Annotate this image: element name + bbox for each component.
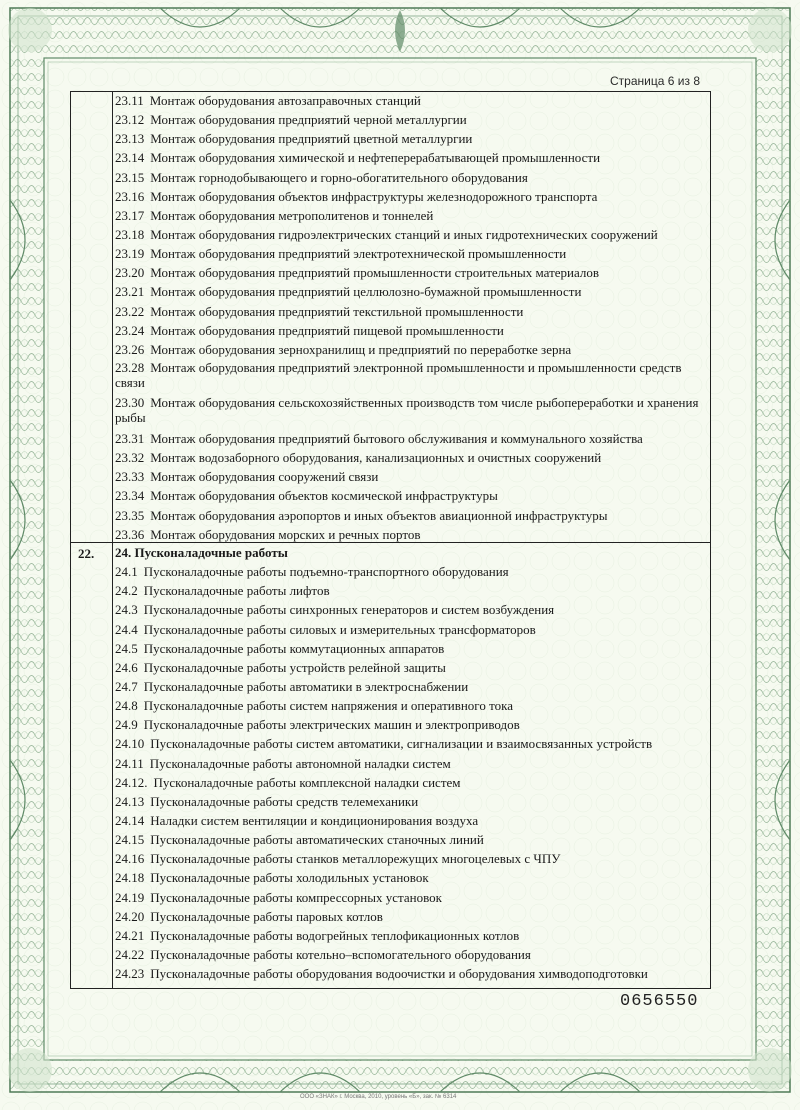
item-number: 23.15	[115, 169, 145, 185]
item-number: 23.32	[115, 450, 145, 466]
list-item	[115, 868, 707, 887]
item-text: Пусконаладочные работы оборудования водоочистки и оборудования химводоподготовки	[150, 966, 648, 982]
item-text: Монтаж оборудования предприятий черной металлургии	[150, 112, 467, 128]
list-item	[115, 506, 707, 525]
item-text: Монтаж оборудования предприятий пищевой промышленности	[150, 322, 504, 338]
item-text: Пусконаладочные работы подъемно-транспортного оборудования	[143, 564, 509, 580]
list-item	[115, 91, 707, 110]
list-item	[115, 754, 707, 773]
list-item	[115, 734, 707, 753]
table-column-divider	[112, 91, 113, 989]
item-number: 23.34	[115, 488, 145, 504]
item-number: 23.17	[115, 207, 145, 223]
printer-note: ООО «ЗНАК» г. Москва, 2010, уровень «Б», зак. № 6314	[300, 1094, 457, 1100]
of-label: из	[677, 74, 690, 88]
item-text: Монтаж оборудования химической и нефтеперерабатывающей промышленности	[150, 150, 601, 166]
item-text: Пусконаладочные работы автономной наладки систем	[149, 755, 451, 771]
item-number: 23.31	[115, 430, 145, 446]
item-number: 24.4	[115, 621, 138, 637]
item-text: Монтаж оборудования аэропортов и иных объектов авиационной инфраструктуры	[150, 507, 608, 523]
list-item	[115, 448, 707, 467]
list-item	[115, 168, 707, 187]
item-text: Пусконаладочные работы станков металлорежущих многоцелевых с ЧПУ	[150, 851, 561, 867]
list-item	[115, 225, 707, 244]
section-24-list	[115, 562, 707, 983]
section-23-list	[115, 91, 707, 544]
item-number: 24.15	[115, 832, 145, 848]
list-item	[115, 830, 707, 849]
item-number: 24.8	[115, 698, 138, 714]
list-item	[115, 148, 707, 167]
list-item	[115, 658, 707, 677]
item-number: 24.10	[115, 736, 145, 752]
item-text: Монтаж оборудования зернохранилищ и предприятий по переработке зерна	[150, 341, 572, 357]
item-number: 23.11	[115, 93, 144, 108]
list-item	[115, 907, 707, 926]
item-text: Наладки систем вентиляции и кондиционирования воздуха	[150, 812, 479, 828]
list-item	[115, 600, 707, 619]
item-number: 24.13	[115, 793, 145, 809]
item-text: Монтаж оборудования сооружений связи	[150, 469, 379, 485]
list-item	[115, 394, 707, 429]
list-item	[115, 206, 707, 225]
item-number: 24.19	[115, 889, 145, 905]
item-number: 24.1	[115, 564, 138, 580]
item-number: 24.18	[115, 870, 145, 886]
item-text: Монтаж оборудования гидроэлектрических станций и иных гидротехнических сооружений	[150, 226, 658, 242]
item-number: 24.22	[115, 946, 145, 962]
item-number: 24.2	[115, 583, 138, 599]
list-item	[115, 110, 707, 129]
list-item	[115, 340, 707, 359]
list-item	[115, 302, 707, 321]
list-item	[115, 282, 707, 301]
item-number: 23.36	[115, 526, 145, 542]
list-item	[115, 129, 707, 148]
item-number: 24.7	[115, 678, 138, 694]
list-item	[115, 811, 707, 830]
item-number: 23.20	[115, 265, 145, 281]
item-number: 23.12	[115, 112, 145, 128]
item-number: 23.26	[115, 341, 145, 357]
item-text: Пусконаладочные работы систем напряжения и оперативного тока	[143, 698, 513, 714]
item-number: 24.11	[115, 755, 144, 771]
item-text: Монтаж оборудования предприятий электротехнической промышленности	[150, 246, 567, 262]
list-item	[115, 964, 707, 983]
list-item	[115, 429, 707, 448]
section-24-block	[115, 543, 707, 983]
list-item	[115, 620, 707, 639]
item-text: Пусконаладочные работы котельно–вспомогательного оборудования	[150, 946, 531, 962]
item-text: Монтаж горнодобывающего и горно-обогатительного оборудования	[150, 169, 528, 185]
list-item	[115, 945, 707, 964]
list-item	[115, 581, 707, 600]
list-item	[115, 773, 707, 792]
item-text: Монтаж оборудования метрополитенов и тоннелей	[150, 207, 434, 223]
item-number: 23.18	[115, 226, 145, 242]
list-item	[115, 639, 707, 658]
item-number: 23.28	[115, 359, 145, 375]
list-item	[115, 263, 707, 282]
list-item	[115, 849, 707, 868]
list-item	[115, 244, 707, 263]
list-item	[115, 715, 707, 734]
list-item	[115, 187, 707, 206]
item-number: 23.21	[115, 284, 145, 300]
item-number: 24.5	[115, 640, 138, 656]
list-item	[115, 467, 707, 486]
list-item	[115, 888, 707, 907]
item-text: Пусконаладочные работы автоматики в электроснабжении	[143, 678, 469, 694]
item-text: Пусконаладочные работы устройств релейной защиты	[143, 659, 446, 675]
item-text: Монтаж оборудования предприятий электронной промышленности и промышленности средств связи	[115, 359, 682, 391]
list-item	[115, 359, 707, 394]
list-item	[115, 486, 707, 505]
item-number: 24.9	[115, 717, 138, 733]
serial-number: 0656550	[620, 992, 699, 1011]
list-item	[115, 677, 707, 696]
page-number	[610, 74, 700, 88]
item-number: 23.16	[115, 188, 145, 204]
item-text: Монтаж оборудования предприятий цветной металлургии	[150, 131, 473, 147]
item-text: Монтаж оборудования объектов космической инфраструктуры	[150, 488, 498, 504]
item-number: 24.3	[115, 602, 138, 618]
item-text: Пусконаладочные работы компрессорных установок	[150, 889, 442, 905]
item-text: Монтаж водозаборного оборудования, канализационных и очистных сооружений	[150, 450, 602, 466]
list-item	[115, 525, 707, 544]
item-text: Пусконаладочные работы водогрейных теплофикационных котлов	[150, 927, 520, 943]
item-text: Монтаж оборудования морских и речных портов	[150, 526, 421, 542]
item-text: Пусконаладочные работы систем автоматики, сигнализации и взаимосвязанных устройств	[150, 736, 653, 752]
list-item	[115, 696, 707, 715]
list-item	[115, 792, 707, 811]
item-text: Монтаж оборудования объектов инфраструктуры железнодорожного транспорта	[150, 188, 598, 204]
item-text: Монтаж оборудования предприятий целлюлозно-бумажной промышленности	[150, 284, 582, 300]
item-text: Пусконаладочные работы комплексной наладки систем	[153, 774, 461, 790]
item-number: 23.13	[115, 131, 145, 147]
item-number: 23.30	[115, 394, 145, 410]
item-text: Пусконаладочные работы паровых котлов	[150, 908, 383, 924]
item-number: 24.16	[115, 851, 145, 867]
section-title: 24. Пусконаладочные работы	[115, 545, 288, 560]
item-number: 24.23	[115, 966, 145, 982]
item-text: Пусконаладочные работы лифтов	[143, 583, 330, 599]
item-number: 23.22	[115, 303, 145, 319]
item-text: Монтаж оборудования предприятий бытового обслуживания и коммунального хозяйства	[150, 430, 643, 446]
item-number: 23.33	[115, 469, 145, 485]
list-item	[115, 321, 707, 340]
list-item	[115, 926, 707, 945]
item-number: 24.6	[115, 659, 138, 675]
item-text: Монтаж оборудования предприятий промышленности строительных материалов	[150, 265, 600, 281]
item-text: Пусконаладочные работы автоматических станочных линий	[150, 832, 484, 848]
item-text: Пусконаладочные работы синхронных генераторов и систем возбуждения	[143, 602, 555, 618]
item-text: Пусконаладочные работы коммутационных аппаратов	[143, 640, 445, 656]
item-number: 24.20	[115, 908, 145, 924]
item-text: Монтаж оборудования предприятий текстильной промышленности	[150, 303, 524, 319]
item-text: Монтаж оборудования автозаправочных станций	[149, 93, 421, 108]
item-text: Пусконаладочные работы силовых и измерительных трансформаторов	[143, 621, 536, 637]
row-number: 22.	[78, 546, 95, 561]
page-label: Страница	[610, 74, 665, 88]
item-text: Пусконаладочные работы электрических машин и электроприводов	[143, 717, 520, 733]
item-text: Пусконаладочные работы средств телемеханики	[150, 793, 419, 809]
item-number: 23.14	[115, 150, 145, 166]
item-text: Пусконаладочные работы холодильных установок	[150, 870, 429, 886]
item-text: Монтаж оборудования сельскохозяйственных производств том числе рыбопереработки и хранения рыбы	[115, 394, 699, 426]
item-number: 23.24	[115, 322, 145, 338]
list-item	[115, 562, 707, 581]
item-number: 24.14	[115, 812, 145, 828]
current-page: 6	[667, 74, 675, 88]
item-number: 23.19	[115, 246, 145, 262]
item-number: 23.35	[115, 507, 145, 523]
item-number: 24.21	[115, 927, 145, 943]
item-number: 24.12.	[115, 774, 148, 790]
total-pages: 8	[693, 74, 701, 88]
